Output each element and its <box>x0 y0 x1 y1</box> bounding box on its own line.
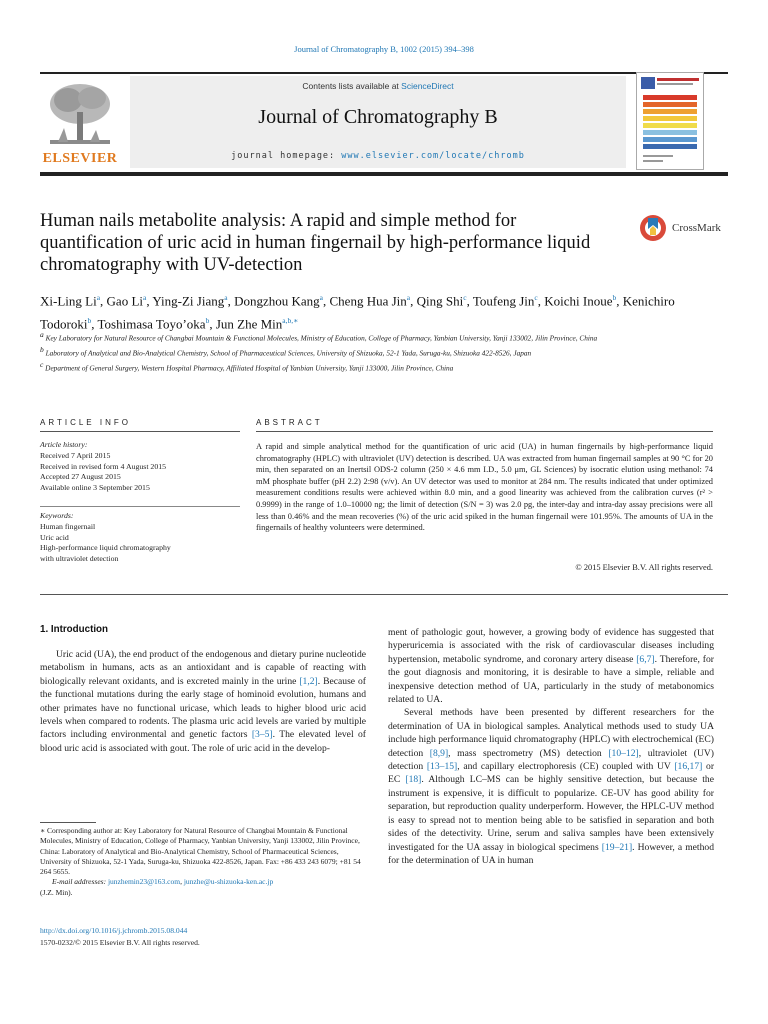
keywords-rule <box>40 506 240 507</box>
abstract-text: A rapid and simple analytical method for the quantification of uric acid (UA) in human fingernails by high-performance liquid chromatography (HPLC) with ultraviolet (UV) detection is described. UA was extracted from human fingernail samples at 90 °C for 20 min, then separated on an Inertsil ODS-2 column (250 × 4.6 mm I.D., 5.0 μm, GL Sciences) by isocratic elution using methanol: 74 mM phosphate buffer (pH 2.2) 2:98 (v/v). An UV detector was used to monitor at 284 nm. The results indicated that under optimized measurement conditions results were achieved within 8.0 min, and a good linearity was achieved from the calibration curves (r² > 0.9999) in the range of 1.0–10000 ng; the limit of detection (S/N = 3) was 2.0 pg, the inter-day and intra-day assay precisions were all less than 0.46% and the mean recoveries (%) of the uric acid spiked in the human fingernail were 101.95%. The amounts of UA in the fingernails of healthy volunteers were determined. <box>256 442 713 533</box>
history-received: Received 7 April 2015 <box>40 450 111 460</box>
citation-link[interactable]: [10–12] <box>608 747 639 759</box>
affiliations <box>40 330 640 375</box>
text-run: , and capillary electrophoresis (CE) coupled with UV <box>457 761 675 773</box>
text-run: ment of pathologic gout, however, a growing body of evidence has suggested that hyperuricemia is associated with the risk of cardiovascular diseases including hypertension, metabolic syndrome, and coronary artery disease <box>388 627 714 665</box>
text-run: Uric acid (UA), the end product of the endogenous and dietary purine nucleotide metabolism in humans, acts as an antioxidant and is capable of reacting with biologically relevant oxidants, and is excreted mainly in the urine <box>40 649 366 687</box>
author-name[interactable]: Ying-Zi Jiang <box>152 293 225 309</box>
body-column-left <box>40 648 366 755</box>
history-revised: Received in revised form 4 August 2015 <box>40 461 167 471</box>
author-name[interactable]: Jun Zhe Min <box>215 316 283 332</box>
affiliation <box>40 345 640 359</box>
affiliation-marker: a <box>40 330 44 339</box>
citation-link[interactable]: [6,7] <box>636 653 655 665</box>
author-name[interactable]: Kenichiro Todoroki <box>40 293 675 332</box>
text-run: . Although LC–MS can be highly sensitive detection, but because the instrument is expensive, it is difficult to popularize. CE-UV has good ability for separation, but reproduction quality underperform. However, the HPLC-UV method is easy to spread not to mention being able to be satisfied in separation and both sides of the detectivity. Urine, serum and saliva samples have been extensively investigated for the UA assay in biological specimens <box>388 774 714 853</box>
author-list: Xi-Ling Li$^a$, Gao Li$^a$, Ying-Zi Jiang$^a$, Dongzhou Kang$^a$, Cheng Hua Jin$^a$, Qing Shi$^c$, Toufeng Jin$^c$, Koichi Inoue$^b$, Kenichiro Todoroki$^b$, Toshimasa Toyo’oka$^b$, Jun Zhe Min$^{a,b,∗}$ <box>40 293 675 332</box>
author-affiliation-marker[interactable]: a <box>143 293 147 302</box>
body-column-right <box>388 626 714 867</box>
text-run: . Therefore, for the gout diagnosis and monitoring, it is desirable to have a simple, reliable and inexpensive detection method of UA, particularly in the study of metabonomics related to UA. <box>388 653 714 706</box>
article-info-heading: ARTICLE INFO <box>40 418 131 427</box>
text-run: . Because of the functional mutations during the early stage of hominoid evolution, humans and other primates have no functional uricase, which leads to higher blood uric acid levels when compared to rodents. The plasma uric acid levels are varied by multiple factors including environmental and genetic factors <box>40 675 366 741</box>
corresponding-text: ∗ Corresponding author at: Key Laboratory for Natural Resource of Changbai Mountain & Functional Molecules, Ministry of Education, College of Pharmacy, Yanbian University, Yanji 133002, Jilin Province, China: Laboratory of Analytical and Bio-Analytical Chemistry, School of Pharmaceutical Sciences, University of Shizuoka, 52-1 Yada, Suruga-ku, Shizuoka 422-8526, Japan. Fax: +86 433 243 6079; +81 54 264 5655. <box>40 826 361 877</box>
author-affiliation-marker[interactable]: a,b,∗ <box>282 316 299 326</box>
author-name[interactable]: Cheng Hua Jin <box>329 293 407 309</box>
author-affiliation-marker[interactable]: b <box>87 316 92 326</box>
citation-link[interactable]: [19–21] <box>601 841 633 853</box>
citation-link[interactable]: [13–15] <box>426 761 458 773</box>
email-line: E-mail addresses: junzhemin23@163.com, junzhe@u-shizuoka-ken.ac.jp <box>52 877 274 887</box>
author-affiliation-marker[interactable]: b <box>205 316 210 326</box>
author-affiliation-marker[interactable]: a <box>224 293 228 302</box>
affiliation-text: Laboratory of Analytical and Bio-Analytical Chemistry, School of Pharmaceutical Sciences, University of Shizuoka, 52-1 Yada, Suruga-ku, Shizuoka 422-8526, Japan <box>45 348 532 358</box>
doi-link[interactable]: http://dx.doi.org/10.1016/j.jchromb.2015.08.044 <box>40 926 188 935</box>
abstract-heading: ABSTRACT <box>256 418 323 427</box>
author-affiliation-marker[interactable]: c <box>463 293 467 302</box>
keywords <box>40 511 240 565</box>
author-name[interactable]: Toufeng Jin <box>472 293 535 309</box>
author-name[interactable]: Xi-Ling Li <box>40 293 97 309</box>
journal-citation[interactable]: Journal of Chromatography B, 1002 (2015) 394–398 <box>294 44 474 54</box>
text-run: or EC <box>388 761 715 786</box>
journal-cover-thumbnail <box>636 72 704 170</box>
author-affiliation-marker[interactable]: c <box>534 293 538 302</box>
keyword-item: Human fingernail <box>40 521 96 531</box>
abstract-copyright: © 2015 Elsevier B.V. All rights reserved. <box>575 563 713 572</box>
email-label: E-mail addresses: <box>52 877 108 887</box>
history-accepted: Accepted 27 August 2015 <box>40 472 121 482</box>
history-online: Available online 3 September 2015 <box>40 483 150 493</box>
author-name[interactable]: Toshimasa Toyo’oka <box>97 316 206 332</box>
author-name[interactable]: Qing Shi <box>416 293 464 309</box>
abstract-rule <box>256 431 713 432</box>
article-history <box>40 440 240 494</box>
abstract-bottom-rule <box>40 594 728 595</box>
citation-link[interactable]: [3–5] <box>251 729 273 741</box>
contents-prefix: Contents lists available at <box>302 81 402 91</box>
contents-line <box>130 81 626 91</box>
affiliation-text: Key Laboratory for Natural Resource of Changbai Mountain & Functional Molecules, Ministry of Education, College of Pharmacy, Yanbian University, Yanji 133002, Jilin Province, China <box>45 333 598 343</box>
article-info-rule <box>40 431 240 432</box>
article-title: Human nails metabolite analysis: A rapid and simple method for quantification of uric acid in human fingernail by high-performance liquid chromatography with UV-detection <box>40 211 591 275</box>
corresponding-author-footnote <box>40 826 366 898</box>
history-label: Article history: <box>40 440 88 449</box>
affiliation-marker: c <box>40 359 44 369</box>
affiliation <box>40 330 640 344</box>
author-name[interactable]: Koichi Inoue <box>544 293 613 309</box>
citation-link[interactable]: [1,2] <box>299 675 318 687</box>
text-run: . However, a method for the determination of UA in human <box>388 841 714 866</box>
paragraph <box>388 626 714 706</box>
issn-line: 1570-0232/© 2015 Elsevier B.V. All rights reserved. <box>40 938 200 947</box>
email-owner: (J.Z. Min). <box>40 887 73 897</box>
keyword-item: Uric acid <box>40 532 69 542</box>
paragraph <box>388 706 714 867</box>
journal-homepage-line <box>130 151 626 161</box>
text-run: , mass spectrometry (MS) detection <box>448 747 609 759</box>
publisher-wordmark: ELSEVIER <box>42 151 118 166</box>
paragraph <box>40 648 366 755</box>
author-affiliation-marker[interactable]: a <box>406 293 411 302</box>
crossmark-icon <box>638 213 668 243</box>
author-affiliation-marker[interactable]: a <box>96 293 101 302</box>
email-link-2[interactable]: junzhe@u-shizuoka-ken.ac.jp <box>183 877 274 887</box>
citation-link[interactable]: [16,17] <box>674 761 703 773</box>
keywords-label: Keywords: <box>40 511 74 520</box>
sciencedirect-link[interactable]: ScienceDirect <box>401 81 454 91</box>
crossmark-badge[interactable] <box>638 213 738 243</box>
homepage-prefix: journal homepage: <box>231 151 342 161</box>
citation-link[interactable]: [8,9] <box>429 747 449 759</box>
email-link-1[interactable]: junzhemin23@163.com <box>107 877 181 887</box>
section-heading-introduction: 1. Introduction <box>40 624 109 635</box>
homepage-link[interactable]: www.elsevier.com/locate/chromb <box>341 151 525 161</box>
header-bottom-rule <box>40 172 728 176</box>
keyword-item: with ultraviolet detection <box>40 554 119 564</box>
affiliation-marker: b <box>40 344 44 354</box>
author-affiliation-marker[interactable]: a <box>319 293 323 302</box>
crossmark-label: CrossMark <box>672 222 721 234</box>
text-run: . The elevated level of blood uric acid is associated with gout. The role of uric acid in the develop- <box>40 729 367 754</box>
author-affiliation-marker[interactable]: b <box>612 293 617 302</box>
footnote-rule <box>40 822 96 823</box>
author-name[interactable]: Gao Li <box>106 293 143 309</box>
text-run: Several methods have been presented by different researchers for the determination of UA in biological samples. Analytical methods used to study UA include high performance liquid chromatography (HPLC) with electrochemical (EC) detection <box>388 707 714 759</box>
author-name[interactable]: Dongzhou Kang <box>234 293 320 309</box>
text-run: , ultraviolet (UV) detection <box>388 747 715 773</box>
header-top-rule <box>40 72 728 74</box>
keyword-item: High-performance liquid chromatography <box>40 543 171 553</box>
affiliation-text: Department of General Surgery, Western Hospital Pharmacy, Affiliated Hospital of Yanbian University, Yanji 133000, Jilin Province, China <box>45 363 454 373</box>
journal-title: Journal of Chromatography B <box>258 106 498 128</box>
citation-link[interactable]: [18] <box>405 774 422 786</box>
affiliation <box>40 360 640 374</box>
